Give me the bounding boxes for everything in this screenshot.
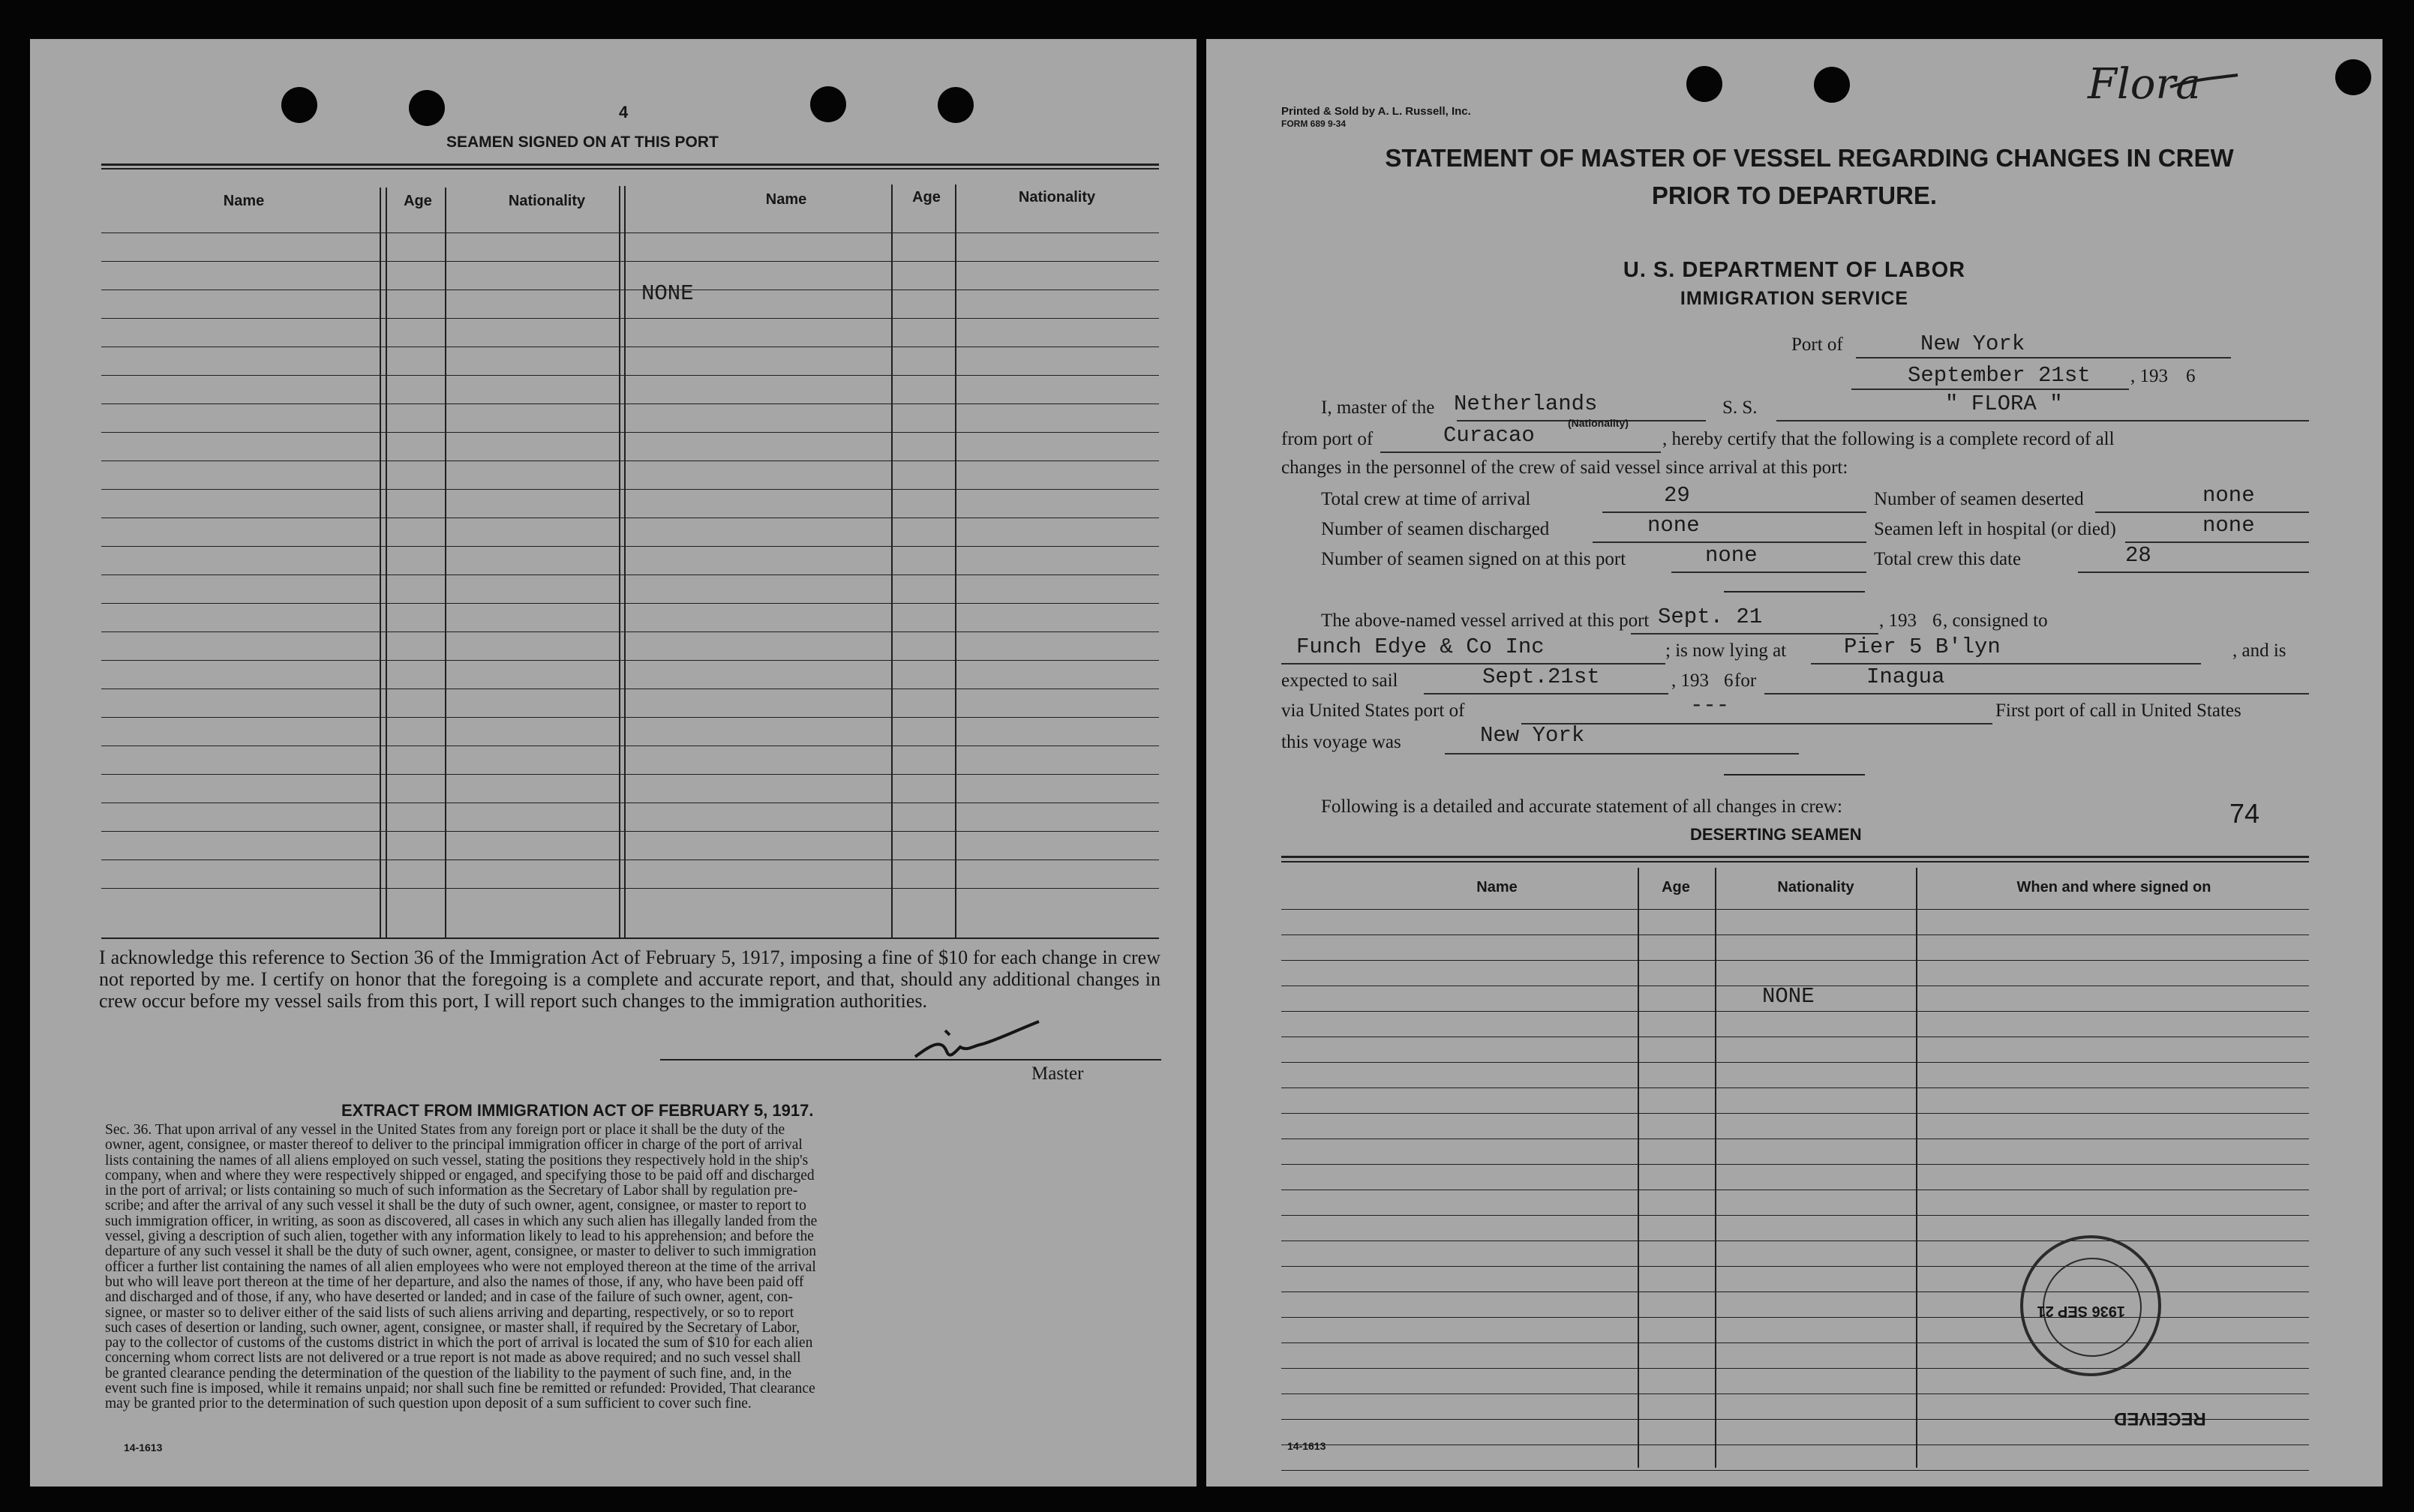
punch-hole xyxy=(281,87,317,123)
table-top-rule xyxy=(1281,861,2309,862)
changes-text: changes in the personnel of the crew of said vessel since arrival at this port: xyxy=(1281,458,1848,478)
table-row-rule xyxy=(101,261,1159,262)
extract-title: EXTRACT FROM IMMIGRATION ACT OF FEBRUARY 5, 1917. xyxy=(341,1101,814,1120)
table-row-rule xyxy=(101,717,1159,718)
arrived-value: Sept. 21 xyxy=(1658,604,1763,629)
signed-on-value: none xyxy=(1705,543,1758,568)
table-row-rule xyxy=(1281,909,2309,910)
handwritten-page-number: 74 xyxy=(2229,798,2260,829)
column-header: Name xyxy=(1476,879,1518,896)
master-signature xyxy=(900,1016,1050,1068)
column-header: Name xyxy=(223,193,265,209)
consignee-value: Funch Edye & Co Inc xyxy=(1296,634,1545,659)
table-row-rule xyxy=(101,660,1159,661)
table-row-rule xyxy=(1281,1164,2309,1165)
table-row-rule xyxy=(101,688,1159,689)
table-bottom-rule xyxy=(101,938,1159,939)
extract-line: and discharged and of those, if any, who have deserted or landed; and in case of the failure of such owner, agent, con- xyxy=(105,1290,794,1306)
extract-line: may be granted prior to the determination of such question upon deposit of a sum sufficient to cover such fine. xyxy=(105,1396,752,1412)
column-header: Age xyxy=(1662,879,1690,896)
this-voyage-value: New York xyxy=(1480,723,1585,748)
stamp-date: 1936 SEP 21 xyxy=(2037,1303,2125,1319)
table-row-rule xyxy=(101,546,1159,547)
form-number: 14-1613 xyxy=(1287,1440,1326,1452)
consigned-label: , consigned to xyxy=(1943,610,2048,631)
extract-line: but who will leave port thereon at the time of her departure, and also the names of those, if any, who have been paid off xyxy=(105,1274,804,1290)
acknowledgment-text: I acknowledge this reference to Section 36 of the Immigration Act of February 5, 1917, imposing a fine of $10 for each change in crew not reported by me. I certify on honor that the foregoing is a complete and accurate report, and that, should any additional changes in crew occur before my vessel sails from this port, I will report such changes to the immigration authorities. xyxy=(99,946,1160,1012)
table-row-rule xyxy=(1281,1138,2309,1139)
page-number: 4 xyxy=(619,103,629,122)
nationality-value: Netherlands xyxy=(1454,392,1598,416)
extract-text xyxy=(105,1123,1159,1412)
table-row-rule xyxy=(101,375,1159,376)
extract-line: concerning whom correct lists are not delivered or a true report is not made as above required; and no such vessel shall xyxy=(105,1351,801,1366)
table-row-rule xyxy=(101,318,1159,319)
arrived-label: The above-named vessel arrived at this port xyxy=(1321,610,1650,631)
expected-year-value: 6 xyxy=(1724,670,1734,691)
port-of-label: Port of xyxy=(1791,334,1843,355)
following-text: Following is a detailed and accurate statement of all changes in crew: xyxy=(1321,796,1842,817)
table-top-rule xyxy=(1281,856,2309,858)
lying-label: ; is now lying at xyxy=(1665,640,1787,661)
table-row-rule xyxy=(1281,1444,2309,1445)
total-crew-date-label: Total crew this date xyxy=(1874,549,2022,569)
column-header: Nationality xyxy=(508,193,586,209)
discharged-value: none xyxy=(1647,513,1700,538)
table-row-rule xyxy=(101,574,1159,575)
form-code: FORM 689 9-34 xyxy=(1281,118,1347,129)
punch-hole xyxy=(1814,67,1850,103)
department-name: U. S. DEPARTMENT OF LABOR xyxy=(1623,258,1966,282)
punch-hole xyxy=(810,86,846,122)
date-value: September 21st xyxy=(1908,363,2091,388)
deserting-title: DESERTING SEAMEN xyxy=(1690,825,1862,844)
port-of-value: New York xyxy=(1920,332,2025,356)
extract-line: such immigration officer, in writing, as soon as discovered, all cases in which any such alien has illegally landed from the xyxy=(105,1214,818,1229)
deserted-label: Number of seamen deserted xyxy=(1874,489,2084,509)
hospital-label: Seamen left in hospital (or died) xyxy=(1874,519,2116,539)
none-entry: NONE xyxy=(641,281,694,306)
extract-line: departure of any such vessel it shall be the duty of such owner, agent, consignee, or master to deliver to such immigration xyxy=(105,1244,816,1260)
table-row-rule xyxy=(101,774,1159,775)
right-page xyxy=(1206,39,2382,1486)
from-port-label: from port of xyxy=(1281,429,1374,449)
column-divider xyxy=(955,184,956,939)
received-stamp xyxy=(2020,1235,2161,1376)
divider-rule xyxy=(1724,591,1865,592)
discharged-label: Number of seamen discharged xyxy=(1321,519,1550,539)
extract-line: Sec. 36. That upon arrival of any vessel in the United States from any foreign port or place it shall be the duty of the xyxy=(105,1123,785,1138)
column-divider xyxy=(624,186,626,939)
column-header: When and where signed on xyxy=(2016,879,2211,896)
column-header: Age xyxy=(404,193,432,209)
via-field xyxy=(1521,698,1992,724)
table-row-rule xyxy=(1281,1342,2309,1343)
first-port-label: First port of call in United States xyxy=(1995,700,2241,721)
table-row-rule xyxy=(1281,1368,2309,1369)
total-crew-arrival-field xyxy=(1602,486,1866,513)
table-row-rule xyxy=(1281,1240,2309,1241)
total-crew-arrival-label: Total crew at time of arrival xyxy=(1321,489,1531,509)
lying-value: Pier 5 B'lyn xyxy=(1844,634,2001,659)
divider-rule xyxy=(1724,774,1865,776)
expected-value: Sept.21st xyxy=(1482,664,1600,689)
this-voyage-label: this voyage was xyxy=(1281,732,1401,752)
expected-label: expected to sail xyxy=(1281,670,1398,691)
certify-text: , hereby certify that the following is a complete record of all xyxy=(1662,429,2115,449)
arrived-year-value: 6 xyxy=(1932,610,1942,631)
column-divider xyxy=(891,184,893,939)
table-row-rule xyxy=(1281,1470,2309,1471)
table-row-rule xyxy=(101,460,1159,461)
extract-line: owner, agent, consignee, or master thereof to deliver to the principal immigration officer in charge of the port of arrival xyxy=(105,1138,803,1154)
discharged-field xyxy=(1593,516,1866,543)
column-divider xyxy=(445,188,446,938)
column-divider xyxy=(386,188,387,938)
expected-year-label: , 193 xyxy=(1671,670,1709,691)
extract-line: be granted clearance pending the determination of the question of the liability to the payment of such fine, and, in the xyxy=(105,1366,792,1382)
punch-hole xyxy=(938,87,974,123)
handwritten-vessel-name-text: Flora xyxy=(2088,60,2201,109)
extract-line: pay to the collector of customs of the customs district in which the port of arrival is located the sum of $10 for each alien xyxy=(105,1336,813,1352)
deserted-value: none xyxy=(2202,483,2255,508)
column-header: Name xyxy=(765,191,807,208)
printer-credit: Printed & Sold by A. L. Russell, Inc. xyxy=(1281,105,1471,118)
signed-on-label: Number of seamen signed on at this port xyxy=(1321,549,1626,569)
total-crew-arrival-value: 29 xyxy=(1664,483,1690,508)
table-row-rule xyxy=(101,802,1159,803)
nationality-caption: (Nationality) xyxy=(1568,417,1629,429)
arrived-year-label: , 193 xyxy=(1879,610,1917,631)
punch-hole xyxy=(2335,59,2371,95)
master-label: Master xyxy=(1031,1064,1084,1084)
via-label: via United States port of xyxy=(1281,700,1465,721)
port-of-field xyxy=(1856,332,2231,358)
destination-field xyxy=(1764,668,2309,694)
table-row-rule xyxy=(1281,1266,2309,1267)
table-row-rule xyxy=(101,831,1159,832)
total-crew-date-field xyxy=(2078,546,2309,573)
extract-line: event such fine is imposed, while it remains unpaid; nor shall such fine be remitted or refunded: Provided, That clearance xyxy=(105,1382,815,1397)
table-row-rule xyxy=(101,888,1159,889)
extract-line: scribe; and after the arrival of any such vessel it shall be the duty of such owner, agent, consignee, or master to report to xyxy=(105,1198,806,1214)
ship-name: " FLORA " xyxy=(1945,392,2063,416)
extract-line: in the port of arrival; or lists containing so much of such information as the Secretary of Labor shall by regulation pre- xyxy=(105,1184,798,1199)
master-of-label: I, master of the xyxy=(1321,398,1435,418)
from-port-value: Curacao xyxy=(1443,423,1535,448)
service-name: IMMIGRATION SERVICE xyxy=(1680,288,1909,309)
handwritten-vessel-name xyxy=(2080,57,2245,117)
extract-line: vessel, giving a description of such alien, together with any information likely to lead to his apprehension; and before the xyxy=(105,1229,814,1245)
extract-line: signee, or master so to deliver either of the said lists of such aliens arriving and departing, respectively, or so to report xyxy=(105,1305,794,1321)
table-row-rule xyxy=(101,432,1159,433)
date-year-value: 6 xyxy=(2186,366,2196,386)
total-crew-date-value: 28 xyxy=(2125,543,2151,568)
punch-hole xyxy=(1686,66,1722,102)
form-number: 14-1613 xyxy=(124,1442,163,1454)
table-top-rule xyxy=(101,164,1159,166)
extract-line: such cases of desertion or landing, such owner, agent, consignee, or master shall, if required by the Secretary of Labor, xyxy=(105,1320,800,1336)
column-divider xyxy=(1916,868,1917,1468)
destination-value: Inagua xyxy=(1866,664,1945,689)
table-row-rule xyxy=(101,603,1159,604)
table-row-rule xyxy=(1281,1113,2309,1114)
table-row-rule xyxy=(1281,960,2309,961)
column-header: Nationality xyxy=(1018,189,1096,206)
stamp-received-text: RECEIVED xyxy=(2114,1408,2206,1429)
date-year-label: , 193 xyxy=(2130,366,2168,386)
table-title: SEAMEN SIGNED ON AT THIS PORT xyxy=(446,134,719,151)
column-header: Nationality xyxy=(1777,879,1854,896)
column-divider xyxy=(1638,868,1639,1468)
table-row-rule xyxy=(101,346,1159,347)
signed-on-field xyxy=(1671,546,1866,573)
and-is-label: , and is xyxy=(2232,640,2286,661)
left-page xyxy=(30,39,1196,1486)
table-row-rule xyxy=(1281,1036,2309,1037)
hospital-value: none xyxy=(2202,513,2255,538)
via-value: --- xyxy=(1690,693,1730,718)
column-header: Age xyxy=(912,189,941,206)
table-row-rule xyxy=(101,489,1159,490)
none-entry: NONE xyxy=(1762,984,1815,1009)
column-divider xyxy=(380,188,381,938)
extract-line: company, when and where they were respectively shipped or engaged, and specifying those to be paid off and discharged xyxy=(105,1168,815,1184)
for-label: for xyxy=(1734,670,1757,691)
column-divider xyxy=(1715,868,1716,1468)
extract-line: officer a further list containing the names of all alien employees who were not employed thereon at the time of the arrival xyxy=(105,1259,816,1275)
table-row-rule xyxy=(1281,1011,2309,1012)
table-top-rule xyxy=(101,168,1159,170)
table-row-rule xyxy=(1281,1215,2309,1216)
column-divider xyxy=(619,186,620,939)
extract-line: lists containing the names of all aliens employed on such vessel, stating the positions they respectively hold in the ship's xyxy=(105,1153,809,1168)
table-row-rule xyxy=(1281,1062,2309,1063)
form-title-line2: PRIOR TO DEPARTURE. xyxy=(1651,182,1938,209)
ss-label: S. S. xyxy=(1722,398,1758,418)
table-row-rule xyxy=(101,232,1159,233)
table-row-rule xyxy=(1281,934,2309,935)
form-title-line1: STATEMENT OF MASTER OF VESSEL REGARDING CHANGES IN CREW xyxy=(1385,144,2234,172)
punch-hole xyxy=(409,90,445,126)
